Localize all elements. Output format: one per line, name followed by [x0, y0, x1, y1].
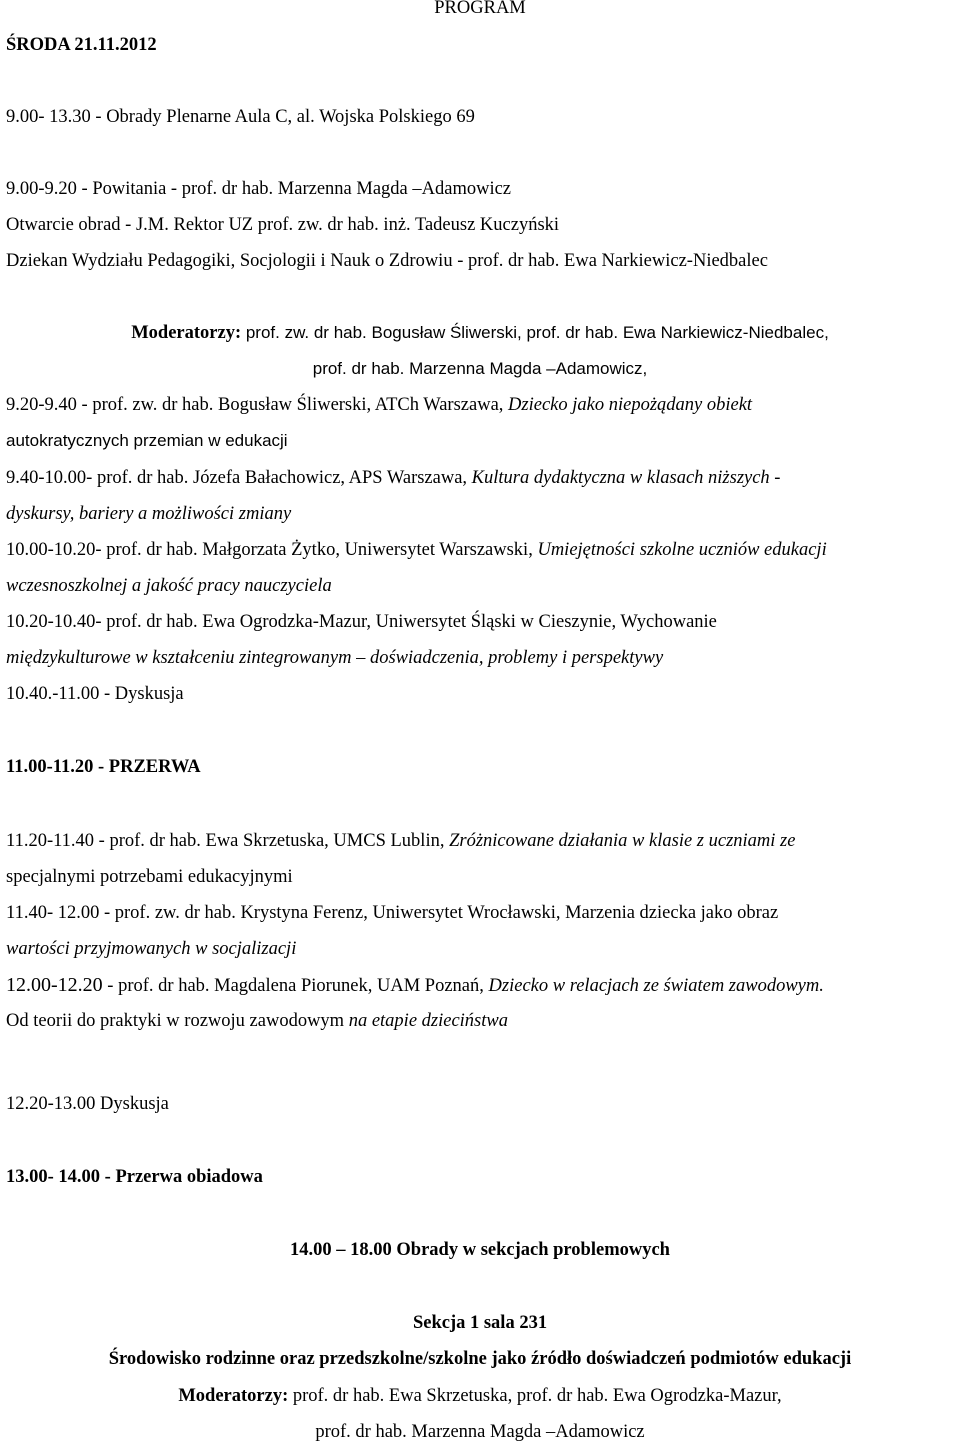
discussion-2: 12.20-13.00 Dyskusja — [6, 1094, 169, 1114]
talk-head — [6, 394, 752, 416]
talk-title-cont: dyskursy, bariery a możliwości zmiany — [6, 504, 292, 524]
lunch-break: 13.00- 14.00 - Przerwa obiadowa — [6, 1167, 263, 1187]
moderators-names: prof. zw. dr hab. Bogusław Śliwerski, prof. dr hab. Ewa Narkiewicz-Niedbalec, — [241, 323, 829, 342]
plenary-moderators-cont: prof. dr hab. Marzenna Magda –Adamowicz, — [312, 359, 648, 378]
talk-time: 12.00-12.20 — [6, 974, 103, 996]
talk-head — [6, 830, 795, 852]
talk-speaker: 9.40-10.00- prof. dr hab. Józefa Bałachowicz, APS Warszawa, — [6, 468, 472, 488]
plenary-session: 9.00- 13.30 - Obrady Plenarne Aula C, al. Wojska Polskiego 69 — [6, 107, 475, 127]
talk-title-part: na etapie dzieciństwa — [348, 1011, 508, 1031]
talk-title-cont: wartości przyjmowanych w socjalizacji — [6, 939, 297, 959]
talk-head: 10.20-10.40- prof. dr hab. Ewa Ogrodzka-Mazur, Uniwersytet Śląski w Cieszynie, Wychowanie — [6, 612, 717, 632]
talk-title-cont: specjalnymi potrzebami edukacyjnymi — [6, 867, 293, 887]
talk-speaker: 9.20-9.40 - prof. zw. dr hab. Bogusław Śliwerski, ATCh Warszawa, — [6, 395, 509, 415]
talk-title: Kultura dydaktyczna w klasach niższych - — [471, 468, 781, 488]
talk-title: Dziecko jako niepożądany obiekt — [508, 395, 753, 415]
date-heading: ŚRODA 21.11.2012 — [6, 35, 157, 55]
talk-title-part: Od teorii do praktyki w rozwoju zawodowym — [6, 1011, 349, 1031]
sections-heading: 14.00 – 18.00 Obrady w sekcjach problemowych — [290, 1240, 670, 1260]
moderators-names: prof. dr hab. Ewa Skrzetuska, prof. dr hab. Ewa Ogrodzka-Mazur, — [288, 1386, 782, 1406]
talk-speaker: 10.00-10.20- prof. dr hab. Małgorzata Żytko, Uniwersytet Warszawski, — [6, 540, 538, 560]
welcome-line: 9.00-9.20 - Powitania - prof. dr hab. Marzenna Magda –Adamowicz — [6, 179, 512, 199]
talk-title-cont: wczesnoszkolnej a jakość pracy nauczyciela — [6, 576, 332, 596]
discussion-1: 10.40.-11.00 - Dyskusja — [6, 684, 184, 704]
talk-head — [6, 539, 827, 561]
moderators-label: Moderatorzy: — [131, 323, 242, 343]
talk-head — [6, 467, 780, 489]
talk-title-cont: międzykulturowe w kształceniu zintegrowanym – doświadczenia, problemy i perspektywy — [6, 648, 664, 668]
talk-title: Dziecko w relacjach ze światem zawodowym. — [488, 976, 824, 996]
talk-speaker: 11.20-11.40 - prof. dr hab. Ewa Skrzetuska, UMCS Lublin, — [6, 831, 450, 851]
page-title: PROGRAM — [434, 0, 526, 18]
break-1: 11.00-11.20 - PRZERWA — [6, 757, 201, 777]
talk-title: Umiejętności szkolne uczniów edukacji — [537, 540, 827, 560]
moderators-label: Moderatorzy: — [178, 1386, 289, 1406]
section-moderators-cont: prof. dr hab. Marzenna Magda –Adamowicz — [315, 1422, 645, 1442]
dean-line: Dziekan Wydziału Pedagogiki, Socjologii i Nauk o Zdrowiu - prof. dr hab. Ewa Narkiewicz-Niedbalec — [6, 251, 768, 271]
talk-title-cont: autokratycznych przemian w edukacji — [6, 431, 288, 450]
opening-line: Otwarcie obrad - J.M. Rektor UZ prof. zw. dr hab. inż. Tadeusz Kuczyński — [6, 215, 560, 235]
talk-head: 11.40- 12.00 - prof. zw. dr hab. Krystyna Ferenz, Uniwersytet Wrocławski, Marzenia dziecka jako obraz — [6, 903, 779, 923]
section-title: Sekcja 1 sala 231 — [412, 1313, 548, 1333]
talk-title-cont — [6, 1010, 508, 1032]
talk-speaker: - prof. dr hab. Magdalena Piorunek, UAM Poznań, — [102, 976, 489, 996]
talk-head — [6, 974, 824, 997]
talk-title: Zróżnicowane działania w klasie z uczniami ze — [449, 831, 796, 851]
section-moderators — [0, 1385, 960, 1407]
plenary-moderators — [0, 322, 960, 344]
section-topic: Środowisko rodzinne oraz przedszkolne/szkolne jako źródło doświadczeń podmiotów edukacji — [108, 1349, 852, 1369]
